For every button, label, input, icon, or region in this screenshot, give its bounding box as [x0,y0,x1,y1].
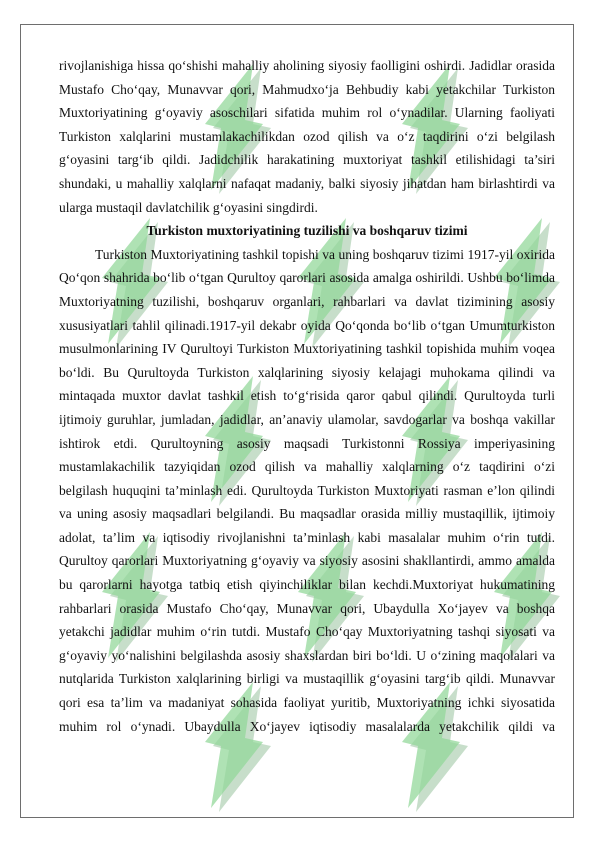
section-heading: Turkiston muxtoriyatining tuzilishi va boshqaruv tizimi [146,223,468,239]
body-paragraph: Turkiston Muxtoriyatining tashkil topishi va uning boshqaruv tizimi 1917-yil oxirida Qo‘qon shahrida bo‘lib o‘tgan Qurultoy qarorlari asosida amalga oshirildi. Ushbu bo‘limda Muxtoriyatning tuzilishi, boshqaruv organlari, rahbarlari va davlat tizimining asosiy xususiyatlari tahlil qilinadi.1917-yil dekabr oyida Qo‘qonda bo‘lib o‘tgan Umumturkiston musulmonlarining IV Qurultoyi Turkiston Muxtoriyatining tashkil topishida muhim voqea bo‘ldi. Bu Qurultoyda Turkiston xalqlarining siyosiy kelajagi muhokama qilindi va mintaqada muxtor davlat tashkil etish to‘g‘risida qaror qabul qilindi. Qurultoyda turli ijtimoiy guruhlar, jumladan, jadidlar, an’anaviy ulamolar, savdogarlar va boshqa vakillar ishtirok etdi. Qurultoyning asosiy maqsadi Turkistonni Rossiya imperiyasining mustamlakachilik tazyiqidan ozod qilish va mahalliy xalqlarning o‘z taqdirini o‘zi belgilash huquqini ta’minlash edi. Qurultoyda Turkiston Muxtoriyati rasman e’lon qilindi va uning asosiy maqsadlari belgilandi. Bu maqsadlar orasida milliy mustaqillik, ijtimoiy adolat, ta’lim va iqtisodiy rivojlanishni ta’minlash kabi masalalar muhim o‘rin tutdi. Qurultoy qarorlari Muxtoriyatning g‘oyaviy va siyosiy asosini shakllantirdi, ammo amalda bu qarorlarni hayotga tatbiq etish qiyinchiliklar bilan kechdi.Muxtoriyat hukumatining rahbarlari orasida Mustafo Cho‘qay, Munavvar qori, Ubaydulla Xo‘jayev va boshqa yetakchi jadidlar muhim o‘rin tutdi. Mustafo Cho‘qay Muxtoriyatning tashqi siyosati va g‘oyaviy yo‘nalishini belgilashda asosiy shaxslardan biri bo‘ldi. U o‘zining maqolalari va nutqlarida Turkiston xalqlarining birligi va mustaqillik g‘oyasini targ‘ib qildi. Munavvar qori esa ta’lim va madaniyat sohasida faoliyat yuritib, Muxtoriyatning ichki siyosatida muhim rol o‘ynadi. Ubaydulla Xo‘jayev iqtisodiy masalalarda yetakchilik qildi va [59,246,555,734]
document-body [59,54,555,738]
body-paragraph: rivojlanishiga hissa qo‘shishi mahalliy aholining siyosiy faolligini oshirdi. Jadidlar orasida Mustafo Cho‘qay, Munavvar qori, Mahmudxo‘ja Behbudiy kabi yetakchilar Turkiston Muxtoriyatining g‘oyaviy asoschilari sifatida muhim rol o‘ynadilar. Ularning faoliyati Turkiston xalqlarini mustamlakachilikdan ozod qilish va o‘z taqdirini o‘zi belgilash g‘oyasini targ‘ib qildi. Jadidchilik harakatining muxtoriyat tashkil etilishidagi ta’siri shundaki, u mahalliy xalqlarni nafaqat madaniy, balki siyosiy jihatdan ham birlashtirdi va ularga mustaqil davlatchilik g‘oyasini singdirdi. [59,58,555,215]
